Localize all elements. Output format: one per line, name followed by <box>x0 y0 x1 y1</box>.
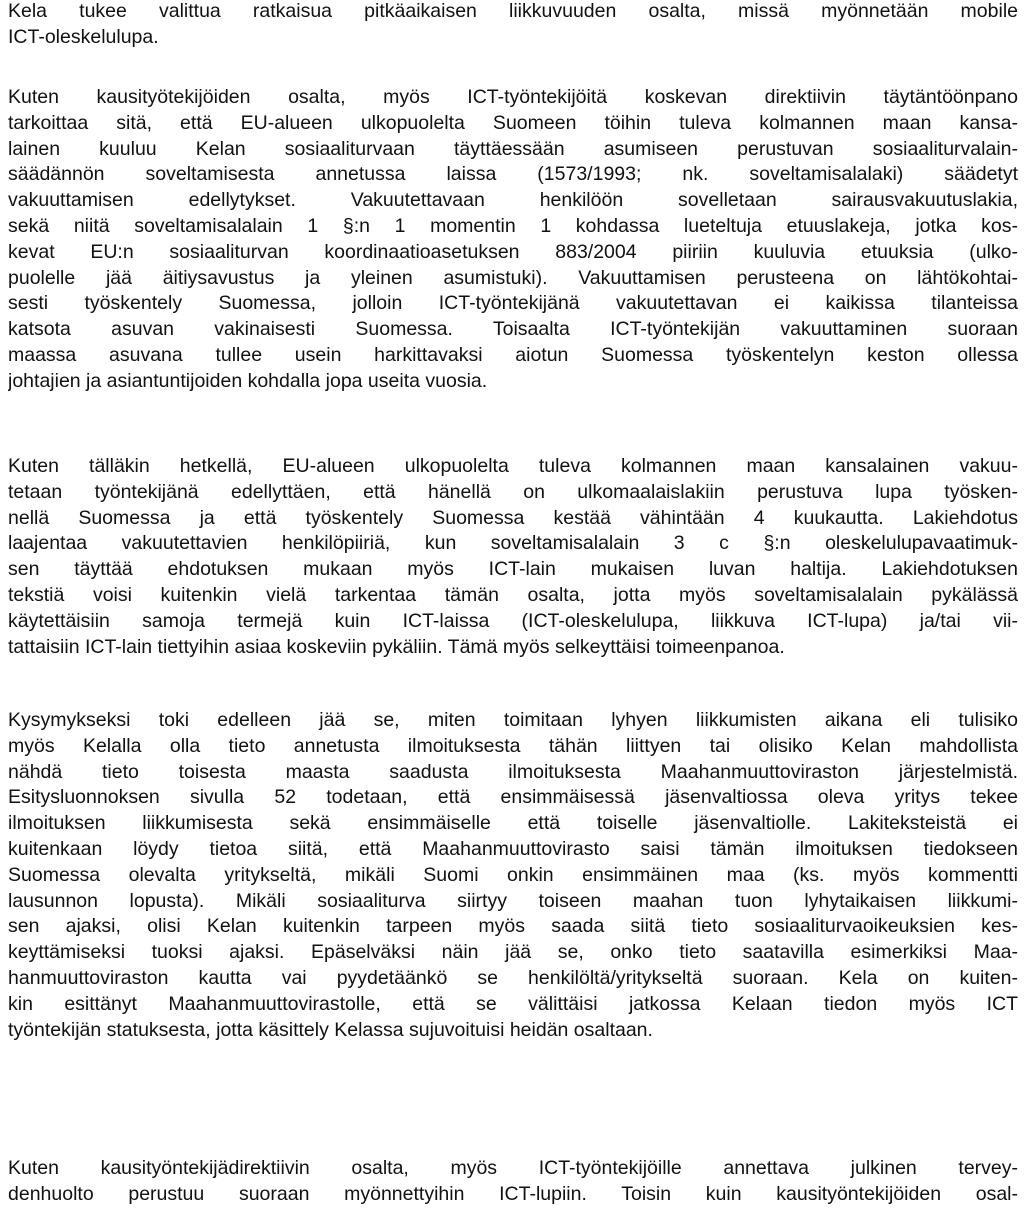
document-page <box>8 0 1018 1223</box>
paragraph-public-health-care <box>8 1156 1018 1208</box>
text-line: Suomessa olevalta yritykseltä, mikäli Suomi onkin ensimmäinen maa (ks. myös kommentti <box>8 863 1018 886</box>
text-line: kin esittänyt Maahanmuuttovirastolle, että se välittäisi jatkossa Kelaan tiedon myös ICT <box>8 992 1018 1015</box>
text-line: nellä Suomessa ja että työskentely Suomessa kestää vähintään 4 kuukautta. Lakiehdotus <box>8 506 1018 529</box>
text-line: ilmoituksen liikkumisesta sekä ensimmäiselle että toiselle jäsenvaltiolle. Lakiteksteistä ei <box>8 812 1018 835</box>
text-line: Kuten kausityöntekijädirektiivin osalta, myös ICT-työntekijöille annettava julkinen tervey- <box>8 1157 1018 1179</box>
text-line: säädännön soveltamisesta annetussa laissa (1573/1993; nk. soveltamisalalaki) säädetyt <box>8 163 1018 186</box>
text-line: tetaan työntekijänä edellyttäen, että hänellä on ulkomaalaislakiin perustuva lupa työsken- <box>8 480 1018 503</box>
text-line: laajentaa vakuutettavien henkilöpiiriä, kun soveltamisalalain 3 c §:n oleskelulupavaatimuk- <box>8 532 1018 555</box>
text-line: kuitenkaan löydy tietoa siitä, että Maahanmuuttovirasto saisi tämän ilmoituksen tiedokseen <box>8 837 1018 860</box>
paragraph-third-country-employee <box>8 454 1018 660</box>
text-line: kevat EU:n sosiaaliturvan koordinaatioasetuksen 883/2004 piiriin kuuluvia etuuksia (ulko- <box>8 240 1018 263</box>
text-line: tarkoittaa sitä, että EU-alueen ulkopuolelta Suomeen töihin tuleva kolmannen maan kansa- <box>8 111 1018 134</box>
text-line: katsota asuvan vakinaisesti Suomessa. Toisaalta ICT-työntekijän vakuuttaminen suoraan <box>8 318 1018 341</box>
paragraph-short-term-mobility <box>8 708 1018 1043</box>
text-line: Kysymykseksi toki edelleen jää se, miten toimitaan lyhyen liikkumisten aikana eli tulisiko <box>8 709 1018 731</box>
text-line: sesti työskentely Suomessa, jolloin ICT-työntekijänä vakuutettavan ei kaikissa tilanteissa <box>8 292 1018 315</box>
text-line: denhuolto perustuu suoraan myönnettyihin ICT-lupiin. Toisin kuin kausityöntekijöiden osal- <box>8 1182 1018 1205</box>
paragraph-long-term-mobility <box>8 0 1018 51</box>
text-line: ICT-oleskelulupa. <box>8 25 159 48</box>
text-line: sen täyttää ehdotuksen mukaan myös ICT-lain mukaisen luvan haltija. Lakiehdotuksen <box>8 558 1018 581</box>
paragraph-ict-directive-insurance <box>8 85 1018 395</box>
text-line: työntekijän statuksesta, jotta käsittely Kelassa sujuvoituisi heidän osaltaan. <box>8 1018 653 1041</box>
text-line: vakuuttamisen edellytykset. Vakuutettavaan henkilöön sovelletaan sairausvakuutuslakia, <box>8 189 1018 212</box>
text-line: maassa asuvana tullee usein harkittavaksi aiotun Suomessa työskentelyn keston ollessa <box>8 343 1018 366</box>
text-line: lainen kuuluu Kelan sosiaaliturvaan täyttäessään asumiseen perustuvan sosiaaliturvalain- <box>8 137 1018 160</box>
text-line: tattaisiin ICT-lain tiettyihin asiaa koskeviin pykäliin. Tämä myös selkeyttäisi toimeenpanoa. <box>8 635 785 658</box>
text-line: tekstiä voisi kuitenkin vielä tarkentaa tämän osalta, jotta myös soveltamisalalain pykälässä <box>8 583 1018 606</box>
text-line: nähdä tieto toisesta maasta saadusta ilmoituksesta Maahanmuuttoviraston järjestelmistä. <box>8 760 1018 783</box>
text-line: lausunnon lopusta). Mikäli sosiaaliturva siirtyy toiseen maahan tuon lyhytaikaisen liikkumi- <box>8 889 1018 912</box>
text-line: johtajien ja asiantuntijoiden kohdalla jopa useita vuosia. <box>8 369 488 392</box>
text-line: Kuten tälläkin hetkellä, EU-alueen ulkopuolelta tuleva kolmannen maan kansalainen vakuu- <box>8 455 1018 477</box>
text-line: Kuten kausityötekijöiden osalta, myös ICT-työntekijöitä koskevan direktiivin täytäntöönpano <box>8 86 1018 108</box>
text-line: puolelle jää äitiysavustus ja yleinen asumistuki). Vakuuttamisen perusteena on lähtökohtai- <box>8 266 1018 289</box>
text-line: hanmuuttoviraston kautta vai pyydetäänkö se henkilöltä/yritykseltä suoraan. Kela on kuiten- <box>8 966 1018 989</box>
text-line: Kela tukee valittua ratkaisua pitkäaikaisen liikkuvuuden osalta, missä myönnetään mobile <box>8 0 1018 22</box>
text-line: käytettäisiin samoja termejä kuin ICT-laissa (ICT-oleskelulupa, liikkuva ICT-lupa) ja/tai vii- <box>8 609 1018 632</box>
text-line: Esitysluonnoksen sivulla 52 todetaan, että ensimmäisessä jäsenvaltiossa oleva yritys tekee <box>8 786 1018 809</box>
text-line: sekä niitä soveltamisalalain 1 §:n 1 momentin 1 kohdassa lueteltuja etuuslakeja, jotka kos- <box>8 214 1018 237</box>
text-line: sen ajaksi, olisi Kelan kuitenkin tarpeen myös saada siitä tieto sosiaaliturvaoikeuksien kes- <box>8 915 1018 938</box>
text-line: myös Kelalla olla tieto annetusta ilmoituksesta tähän liittyen tai olisiko Kelan mahdollista <box>8 734 1018 757</box>
text-line: keyttämiseksi tuoksi ajaksi. Epäselväksi näin jää se, onko tieto saatavilla esimerkiksi Maa- <box>8 941 1018 964</box>
